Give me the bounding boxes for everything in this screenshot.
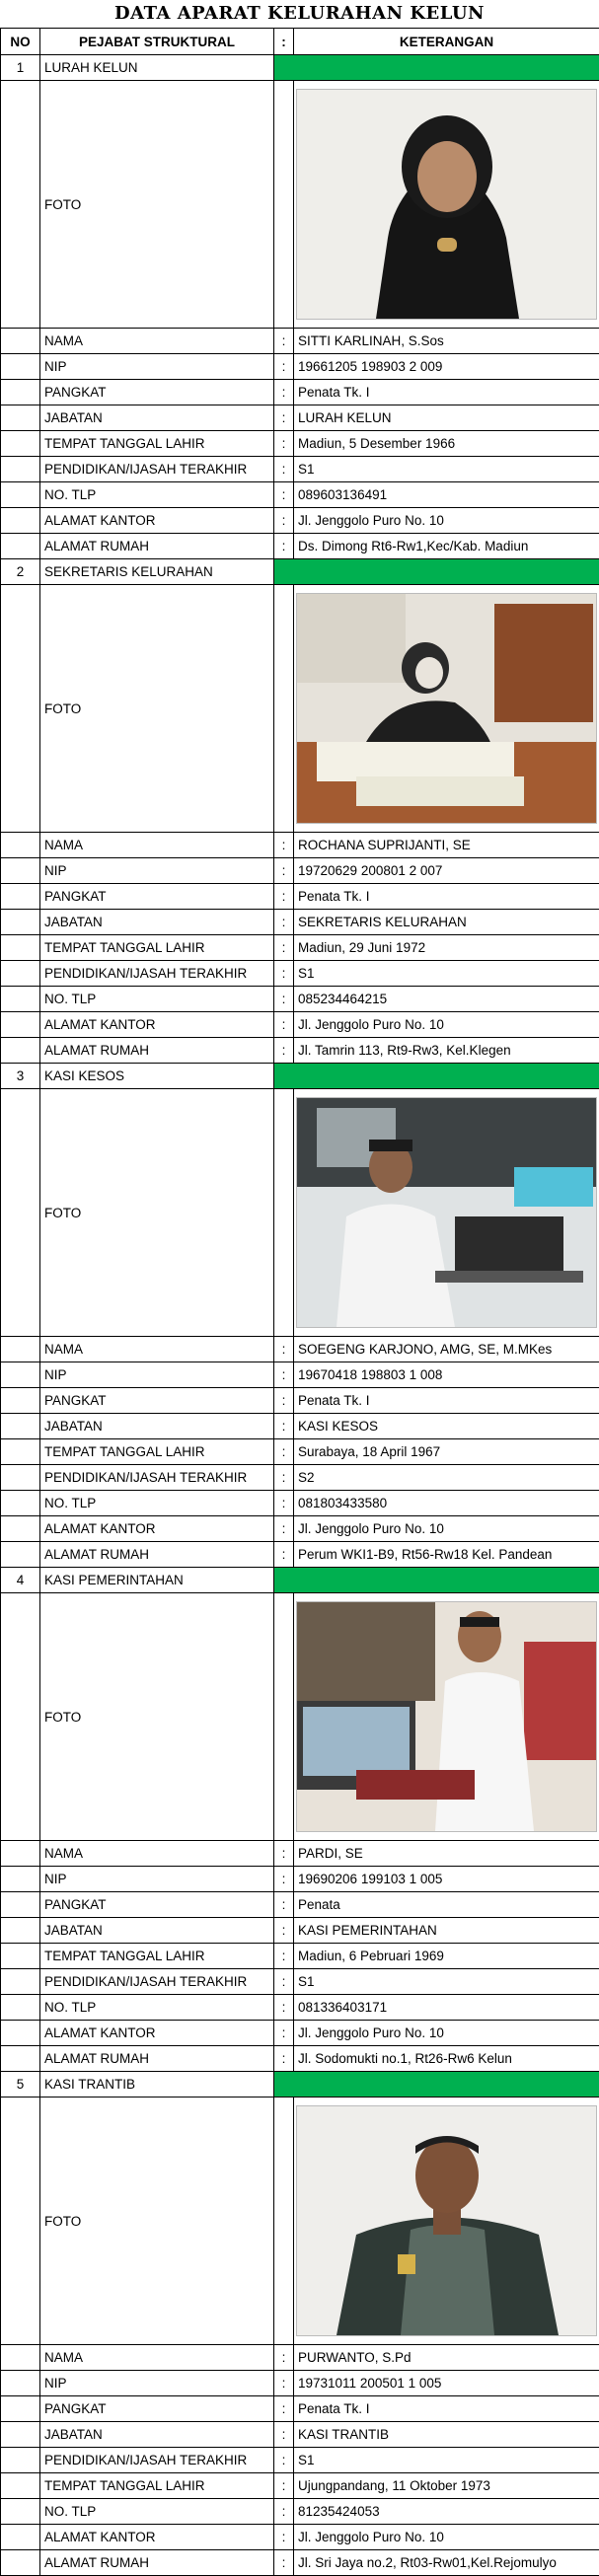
detail-colon: : — [274, 910, 294, 935]
detail-colon: : — [274, 961, 294, 987]
detail-colon: : — [274, 1892, 294, 1918]
header-no: NO — [1, 29, 40, 55]
detail-row — [1, 1337, 599, 1362]
detail-label: TEMPAT TANGGAL LAHIR — [40, 431, 274, 457]
detail-row — [1, 1542, 599, 1568]
detail-value: 19661205 198903 2 009 — [294, 354, 599, 380]
detail-label: ALAMAT KANTOR — [40, 1516, 274, 1542]
detail-value: Jl. Jenggolo Puro No. 10 — [294, 1516, 599, 1542]
detail-no-cell — [1, 329, 40, 354]
detail-row — [1, 2448, 599, 2473]
detail-value: KASI KESOS — [294, 1414, 599, 1439]
detail-label: PANGKAT — [40, 1388, 274, 1414]
detail-row — [1, 1944, 599, 1969]
detail-row — [1, 1995, 599, 2021]
photo-colon-cell — [274, 585, 294, 833]
detail-no-cell — [1, 1414, 40, 1439]
detail-no-cell — [1, 1012, 40, 1038]
detail-colon: : — [274, 2473, 294, 2499]
detail-colon: : — [274, 858, 294, 884]
detail-colon: : — [274, 833, 294, 858]
detail-label: PANGKAT — [40, 884, 274, 910]
detail-row — [1, 910, 599, 935]
detail-colon: : — [274, 987, 294, 1012]
detail-row — [1, 329, 599, 354]
header-colon: : — [274, 29, 294, 55]
detail-value: Madiun, 6 Pebruari 1969 — [294, 1944, 599, 1969]
section-row — [1, 1568, 599, 1593]
detail-value: SOEGENG KARJONO, AMG, SE, M.MKes — [294, 1337, 599, 1362]
photo-cell — [294, 2098, 599, 2345]
detail-colon: : — [274, 1337, 294, 1362]
section-row — [1, 1064, 599, 1089]
detail-value: Penata Tk. I — [294, 2396, 599, 2422]
detail-colon: : — [274, 508, 294, 534]
detail-value: Jl. Jenggolo Puro No. 10 — [294, 2525, 599, 2550]
section-number: 1 — [1, 55, 40, 81]
section-position: LURAH KELUN — [40, 55, 274, 81]
detail-value: KASI TRANTIB — [294, 2422, 599, 2448]
detail-row — [1, 1516, 599, 1542]
photo-label: FOTO — [40, 585, 274, 833]
detail-value: S2 — [294, 1465, 599, 1491]
section-green-bar — [274, 559, 599, 585]
photo-no-cell — [1, 2098, 40, 2345]
detail-value: S1 — [294, 2448, 599, 2473]
detail-label: ALAMAT RUMAH — [40, 534, 274, 559]
detail-value: 19670418 198803 1 008 — [294, 1362, 599, 1388]
detail-value: 19690206 199103 1 005 — [294, 1867, 599, 1892]
photo-no-cell — [1, 585, 40, 833]
detail-row — [1, 457, 599, 482]
detail-label: NAMA — [40, 2345, 274, 2371]
detail-no-cell — [1, 2448, 40, 2473]
detail-value: Jl. Jenggolo Puro No. 10 — [294, 2021, 599, 2046]
section-row — [1, 559, 599, 585]
detail-no-cell — [1, 1969, 40, 1995]
detail-colon: : — [274, 1995, 294, 2021]
detail-value: Madiun, 5 Desember 1966 — [294, 431, 599, 457]
portrait-woman-hijab-icon — [296, 89, 597, 320]
detail-no-cell — [1, 2371, 40, 2396]
detail-label: PENDIDIKAN/IJASAH TERAKHIR — [40, 2448, 274, 2473]
detail-no-cell — [1, 833, 40, 858]
photo-cell — [294, 1089, 599, 1337]
photo-colon-cell — [274, 81, 294, 329]
detail-value: S1 — [294, 457, 599, 482]
detail-value: 81235424053 — [294, 2499, 599, 2525]
detail-no-cell — [1, 380, 40, 405]
detail-value: SEKRETARIS KELURAHAN — [294, 910, 599, 935]
detail-no-cell — [1, 910, 40, 935]
detail-no-cell — [1, 1892, 40, 1918]
detail-row — [1, 508, 599, 534]
detail-row — [1, 2371, 599, 2396]
detail-no-cell — [1, 457, 40, 482]
detail-no-cell — [1, 935, 40, 961]
detail-value: Penata — [294, 1892, 599, 1918]
photo-cell — [294, 1593, 599, 1841]
section-number: 2 — [1, 559, 40, 585]
detail-no-cell — [1, 1362, 40, 1388]
detail-row — [1, 1491, 599, 1516]
section-green-bar — [274, 55, 599, 81]
detail-label: PENDIDIKAN/IJASAH TERAKHIR — [40, 457, 274, 482]
detail-label: TEMPAT TANGGAL LAHIR — [40, 2473, 274, 2499]
detail-value: Ujungpandang, 11 Oktober 1973 — [294, 2473, 599, 2499]
detail-colon: : — [274, 1388, 294, 1414]
detail-no-cell — [1, 2396, 40, 2422]
photo-row — [1, 585, 599, 833]
detail-row — [1, 2473, 599, 2499]
detail-colon: : — [274, 1542, 294, 1568]
detail-value: 081336403171 — [294, 1995, 599, 2021]
detail-no-cell — [1, 2525, 40, 2550]
detail-no-cell — [1, 2473, 40, 2499]
detail-row — [1, 833, 599, 858]
section-row — [1, 55, 599, 81]
detail-row — [1, 2046, 599, 2072]
office-computer-photo-icon — [296, 1601, 597, 1832]
detail-row — [1, 1362, 599, 1388]
detail-colon: : — [274, 2550, 294, 2576]
detail-label: PENDIDIKAN/IJASAH TERAKHIR — [40, 1465, 274, 1491]
detail-row — [1, 2525, 599, 2550]
detail-row — [1, 405, 599, 431]
detail-label: ALAMAT KANTOR — [40, 1012, 274, 1038]
detail-colon: : — [274, 1012, 294, 1038]
detail-row — [1, 2422, 599, 2448]
detail-row — [1, 1414, 599, 1439]
detail-no-cell — [1, 2550, 40, 2576]
detail-label: NO. TLP — [40, 1995, 274, 2021]
detail-value: KASI PEMERINTAHAN — [294, 1918, 599, 1944]
detail-row — [1, 354, 599, 380]
photo-colon-cell — [274, 1593, 294, 1841]
detail-value: Perum WKI1-B9, Rt56-Rw18 Kel. Pandean — [294, 1542, 599, 1568]
photo-label: FOTO — [40, 81, 274, 329]
photo-label: FOTO — [40, 1089, 274, 1337]
detail-no-cell — [1, 1465, 40, 1491]
detail-value: 081803433580 — [294, 1491, 599, 1516]
detail-label: ALAMAT KANTOR — [40, 2525, 274, 2550]
detail-colon: : — [274, 2396, 294, 2422]
detail-row — [1, 2345, 599, 2371]
detail-colon: : — [274, 1944, 294, 1969]
detail-colon: : — [274, 1969, 294, 1995]
detail-label: ALAMAT KANTOR — [40, 2021, 274, 2046]
detail-no-cell — [1, 431, 40, 457]
detail-no-cell — [1, 1944, 40, 1969]
detail-row — [1, 1038, 599, 1064]
detail-colon: : — [274, 2021, 294, 2046]
detail-colon: : — [274, 2448, 294, 2473]
detail-value: Ds. Dimong Rt6-Rw1,Kec/Kab. Madiun — [294, 534, 599, 559]
detail-no-cell — [1, 2499, 40, 2525]
detail-colon: : — [274, 1516, 294, 1542]
section-green-bar — [274, 1568, 599, 1593]
detail-row — [1, 1439, 599, 1465]
detail-label: TEMPAT TANGGAL LAHIR — [40, 1944, 274, 1969]
detail-colon: : — [274, 1465, 294, 1491]
section-green-bar — [274, 2072, 599, 2098]
detail-no-cell — [1, 1491, 40, 1516]
detail-label: NO. TLP — [40, 1491, 274, 1516]
detail-value: Surabaya, 18 April 1967 — [294, 1439, 599, 1465]
detail-label: ALAMAT KANTOR — [40, 508, 274, 534]
detail-colon: : — [274, 354, 294, 380]
photo-label: FOTO — [40, 1593, 274, 1841]
detail-label: NAMA — [40, 1841, 274, 1867]
section-position: KASI TRANTIB — [40, 2072, 274, 2098]
detail-colon: : — [274, 2422, 294, 2448]
detail-label: JABATAN — [40, 405, 274, 431]
table-body — [1, 55, 599, 2576]
detail-label: TEMPAT TANGGAL LAHIR — [40, 1439, 274, 1465]
section-number: 5 — [1, 2072, 40, 2098]
detail-no-cell — [1, 2046, 40, 2072]
detail-no-cell — [1, 1038, 40, 1064]
photo-no-cell — [1, 1089, 40, 1337]
detail-label: NO. TLP — [40, 482, 274, 508]
section-number: 3 — [1, 1064, 40, 1089]
page-title: DATA APARAT KELURAHAN KELUN — [0, 0, 599, 28]
detail-no-cell — [1, 1337, 40, 1362]
photo-row — [1, 2098, 599, 2345]
detail-row — [1, 2499, 599, 2525]
detail-value: PURWANTO, S.Pd — [294, 2345, 599, 2371]
detail-label: NAMA — [40, 329, 274, 354]
photo-cell — [294, 81, 599, 329]
detail-value: Jl. Tamrin 113, Rt9-Rw3, Kel.Klegen — [294, 1038, 599, 1064]
detail-label: ALAMAT RUMAH — [40, 1038, 274, 1064]
detail-colon: : — [274, 884, 294, 910]
detail-colon: : — [274, 1038, 294, 1064]
detail-colon: : — [274, 329, 294, 354]
detail-no-cell — [1, 508, 40, 534]
detail-no-cell — [1, 1388, 40, 1414]
detail-value: Jl. Sri Jaya no.2, Rt03-Rw01,Kel.Rejomulyo — [294, 2550, 599, 2576]
detail-no-cell — [1, 2021, 40, 2046]
detail-colon: : — [274, 405, 294, 431]
detail-value: LURAH KELUN — [294, 405, 599, 431]
detail-colon: : — [274, 482, 294, 508]
detail-no-cell — [1, 1841, 40, 1867]
detail-colon: : — [274, 534, 294, 559]
detail-label: PANGKAT — [40, 2396, 274, 2422]
photo-no-cell — [1, 1593, 40, 1841]
detail-no-cell — [1, 987, 40, 1012]
detail-colon: : — [274, 2525, 294, 2550]
detail-no-cell — [1, 405, 40, 431]
detail-label: NIP — [40, 1867, 274, 1892]
detail-value: Jl. Jenggolo Puro No. 10 — [294, 508, 599, 534]
detail-no-cell — [1, 2422, 40, 2448]
detail-row — [1, 1969, 599, 1995]
detail-no-cell — [1, 482, 40, 508]
detail-label: NAMA — [40, 1337, 274, 1362]
detail-label: ALAMAT RUMAH — [40, 2550, 274, 2576]
detail-label: NO. TLP — [40, 987, 274, 1012]
detail-label: PENDIDIKAN/IJASAH TERAKHIR — [40, 961, 274, 987]
detail-row — [1, 534, 599, 559]
detail-colon: : — [274, 380, 294, 405]
table-header-row — [1, 29, 599, 55]
detail-row — [1, 987, 599, 1012]
detail-label: NO. TLP — [40, 2499, 274, 2525]
detail-row — [1, 1465, 599, 1491]
detail-colon: : — [274, 2345, 294, 2371]
detail-label: NIP — [40, 2371, 274, 2396]
photo-cell — [294, 585, 599, 833]
detail-label: JABATAN — [40, 2422, 274, 2448]
detail-value: S1 — [294, 961, 599, 987]
detail-value: ROCHANA SUPRIJANTI, SE — [294, 833, 599, 858]
section-green-bar — [274, 1064, 599, 1089]
photo-colon-cell — [274, 1089, 294, 1337]
detail-no-cell — [1, 1918, 40, 1944]
detail-row — [1, 1918, 599, 1944]
detail-value: Madiun, 29 Juni 1972 — [294, 935, 599, 961]
detail-row — [1, 884, 599, 910]
section-number: 4 — [1, 1568, 40, 1593]
detail-label: TEMPAT TANGGAL LAHIR — [40, 935, 274, 961]
photo-no-cell — [1, 81, 40, 329]
detail-colon: : — [274, 457, 294, 482]
detail-label: JABATAN — [40, 1414, 274, 1439]
detail-value: Penata Tk. I — [294, 1388, 599, 1414]
section-position: KASI KESOS — [40, 1064, 274, 1089]
detail-label: PANGKAT — [40, 1892, 274, 1918]
office-laptop-photo-icon — [296, 1097, 597, 1328]
detail-value: 19720629 200801 2 007 — [294, 858, 599, 884]
detail-row — [1, 2550, 599, 2576]
detail-label: PANGKAT — [40, 380, 274, 405]
detail-colon: : — [274, 1362, 294, 1388]
photo-colon-cell — [274, 2098, 294, 2345]
detail-value: 19731011 200501 1 005 — [294, 2371, 599, 2396]
section-row — [1, 2072, 599, 2098]
detail-label: ALAMAT RUMAH — [40, 1542, 274, 1568]
detail-value: S1 — [294, 1969, 599, 1995]
detail-label: NIP — [40, 858, 274, 884]
photo-row — [1, 81, 599, 329]
detail-colon: : — [274, 1867, 294, 1892]
detail-no-cell — [1, 1516, 40, 1542]
detail-value: Penata Tk. I — [294, 380, 599, 405]
detail-label: NAMA — [40, 833, 274, 858]
portrait-man-vest-icon — [296, 2105, 597, 2336]
detail-row — [1, 961, 599, 987]
detail-label: JABATAN — [40, 1918, 274, 1944]
detail-colon: : — [274, 431, 294, 457]
detail-label: ALAMAT RUMAH — [40, 2046, 274, 2072]
detail-row — [1, 2396, 599, 2422]
detail-row — [1, 482, 599, 508]
detail-label: NIP — [40, 1362, 274, 1388]
detail-no-cell — [1, 1439, 40, 1465]
detail-row — [1, 380, 599, 405]
detail-no-cell — [1, 2345, 40, 2371]
detail-row — [1, 935, 599, 961]
detail-colon: : — [274, 935, 294, 961]
section-position: KASI PEMERINTAHAN — [40, 1568, 274, 1593]
detail-colon: : — [274, 1439, 294, 1465]
officials-table — [0, 28, 599, 2576]
photo-row — [1, 1089, 599, 1337]
detail-no-cell — [1, 534, 40, 559]
detail-value: Jl. Sodomukti no.1, Rt26-Rw6 Kelun — [294, 2046, 599, 2072]
detail-colon: : — [274, 1414, 294, 1439]
detail-no-cell — [1, 961, 40, 987]
office-desk-photo-icon — [296, 593, 597, 824]
detail-row — [1, 431, 599, 457]
detail-label: NIP — [40, 354, 274, 380]
photo-label: FOTO — [40, 2098, 274, 2345]
detail-colon: : — [274, 1841, 294, 1867]
photo-row — [1, 1593, 599, 1841]
detail-colon: : — [274, 1491, 294, 1516]
detail-no-cell — [1, 1995, 40, 2021]
detail-no-cell — [1, 858, 40, 884]
detail-value: 085234464215 — [294, 987, 599, 1012]
section-position: SEKRETARIS KELURAHAN — [40, 559, 274, 585]
detail-row — [1, 1867, 599, 1892]
detail-label: PENDIDIKAN/IJASAH TERAKHIR — [40, 1969, 274, 1995]
detail-row — [1, 1892, 599, 1918]
detail-row — [1, 1012, 599, 1038]
detail-no-cell — [1, 884, 40, 910]
detail-label: JABATAN — [40, 910, 274, 935]
detail-row — [1, 1388, 599, 1414]
detail-colon: : — [274, 2046, 294, 2072]
detail-colon: : — [274, 2499, 294, 2525]
detail-value: PARDI, SE — [294, 1841, 599, 1867]
detail-no-cell — [1, 1542, 40, 1568]
detail-row — [1, 858, 599, 884]
detail-value: 089603136491 — [294, 482, 599, 508]
detail-value: SITTI KARLINAH, S.Sos — [294, 329, 599, 354]
header-pejabat: PEJABAT STRUKTURAL — [40, 29, 274, 55]
detail-row — [1, 1841, 599, 1867]
detail-colon: : — [274, 2371, 294, 2396]
detail-value: Penata Tk. I — [294, 884, 599, 910]
detail-no-cell — [1, 354, 40, 380]
detail-row — [1, 2021, 599, 2046]
detail-colon: : — [274, 1918, 294, 1944]
detail-value: Jl. Jenggolo Puro No. 10 — [294, 1012, 599, 1038]
header-keterangan: KETERANGAN — [294, 29, 599, 55]
detail-no-cell — [1, 1867, 40, 1892]
